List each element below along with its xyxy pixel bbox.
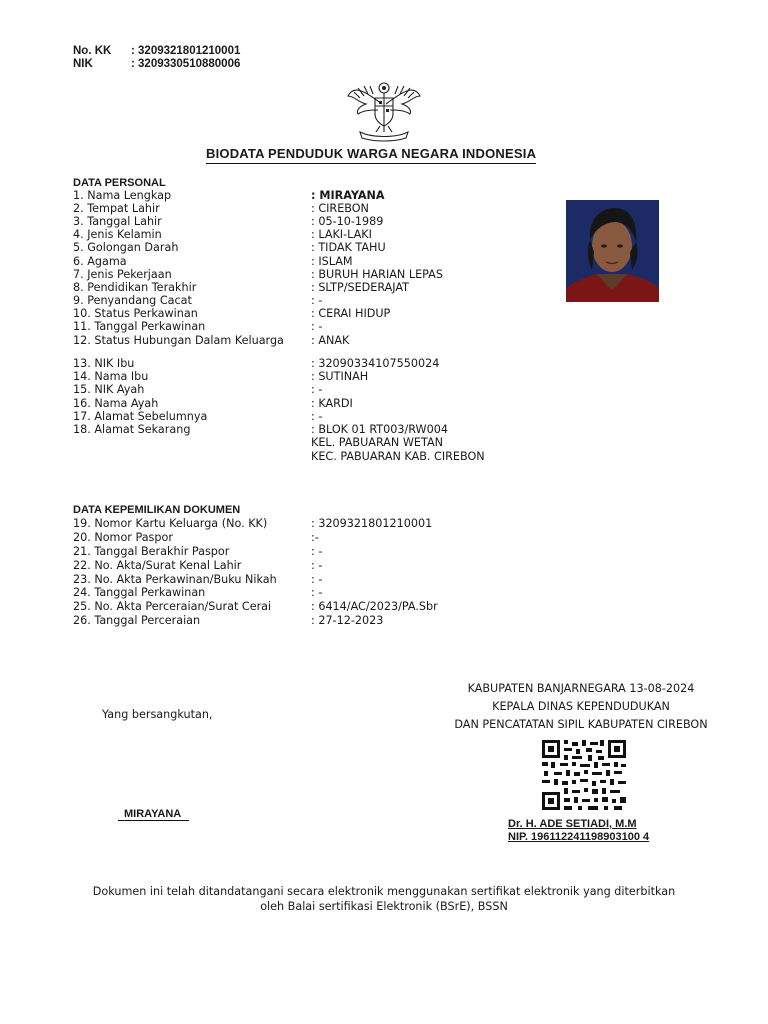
address-line-3: KEC. PABUARAN KAB. CIREBON xyxy=(311,450,485,463)
holder-name: MIRAYANA xyxy=(118,808,189,821)
field-value: : - xyxy=(311,383,323,396)
list-item xyxy=(73,268,443,281)
nik-value: : 3209330510880006 xyxy=(131,58,241,70)
field-value: : BLOK 01 RT003/RW004 xyxy=(311,423,448,436)
nik-number xyxy=(73,58,240,71)
field-label: 3. Tanggal Lahir xyxy=(73,215,162,228)
list-item xyxy=(73,383,322,396)
list-item xyxy=(73,517,432,530)
list-item xyxy=(73,410,322,423)
field-value: : 27-12-2023 xyxy=(311,614,384,627)
document-title: BIODATA PENDUDUK WARGA NEGARA INDONESIA xyxy=(206,146,536,164)
field-label: 19. Nomor Kartu Keluarga (No. KK) xyxy=(73,517,268,530)
address-line-2: KEL. PABUARAN WETAN xyxy=(311,436,443,449)
portrait-photo xyxy=(566,200,659,302)
list-item xyxy=(73,559,322,572)
list-item xyxy=(73,423,448,436)
footer-note xyxy=(60,884,708,914)
garuda-emblem-icon xyxy=(346,74,422,142)
official-nip: NIP. 196112241198903100 4 xyxy=(508,831,650,843)
list-item xyxy=(73,357,439,370)
field-value: : - xyxy=(311,410,323,423)
field-value: : 05-10-1989 xyxy=(311,215,384,228)
kk-label: No. KK xyxy=(73,45,112,57)
official-name: Dr. H. ADE SETIADI, M.M xyxy=(508,818,637,830)
list-item xyxy=(73,241,386,254)
personal-data-heading: DATA PERSONAL xyxy=(73,177,166,189)
field-label: 9. Penyandang Cacat xyxy=(73,294,192,307)
footer-line-2: oleh Balai sertifikasi Elektronik (BSrE), BSSN xyxy=(260,900,508,913)
field-value: : CIREBON xyxy=(311,202,369,215)
field-label: 20. Nomor Paspor xyxy=(73,531,173,544)
field-label: 22. No. Akta/Surat Kenal Lahir xyxy=(73,559,242,572)
list-item xyxy=(73,600,438,613)
portrait-icon xyxy=(566,200,659,302)
list-item xyxy=(73,202,369,215)
place-date: KABUPATEN BANJARNEGARA 13-08-2024 xyxy=(467,682,695,695)
field-label: 18. Alamat Sekarang xyxy=(73,423,191,436)
list-item xyxy=(73,397,353,410)
field-label: 11. Tanggal Perkawinan xyxy=(73,320,206,333)
field-label: 12. Status Hubungan Dalam Keluarga xyxy=(73,334,284,347)
list-item xyxy=(73,294,322,307)
field-value: : SUTINAH xyxy=(311,370,369,383)
field-label: 26. Tanggal Perceraian xyxy=(73,614,201,627)
list-item xyxy=(73,307,390,320)
field-value: :- xyxy=(311,531,319,544)
documents-heading: DATA KEPEMILIKAN DOKUMEN xyxy=(73,504,241,516)
field-value: : MIRAYANA xyxy=(311,189,385,202)
field-label: 1. Nama Lengkap xyxy=(73,189,172,202)
office-line-2: DAN PENCATATAN SIPIL KABUPATEN CIREBON xyxy=(454,718,708,731)
field-value: : BURUH HARIAN LEPAS xyxy=(311,268,443,281)
field-label: 24. Tanggal Perkawinan xyxy=(73,586,206,599)
office-line-1: KEPALA DINAS KEPENDUDUKAN xyxy=(492,700,670,713)
field-label: 23. No. Akta Perkawinan/Buku Nikah xyxy=(73,573,277,586)
field-value: : CERAI HIDUP xyxy=(311,307,391,320)
field-value: : - xyxy=(311,545,323,558)
list-item xyxy=(73,281,409,294)
field-value: : TIDAK TAHU xyxy=(311,241,386,254)
nik-label: NIK xyxy=(73,58,93,70)
list-item xyxy=(73,320,322,333)
list-item xyxy=(73,531,319,544)
field-value: : - xyxy=(311,320,323,333)
field-value: : 3209321801210001 xyxy=(311,517,433,530)
field-label: 5. Golongan Darah xyxy=(73,241,179,254)
list-item xyxy=(73,255,353,268)
list-item xyxy=(73,586,322,599)
field-label: 6. Agama xyxy=(73,255,127,268)
field-label: 2. Tempat Lahir xyxy=(73,202,160,215)
field-value: : 32090334107550024 xyxy=(311,357,440,370)
field-value: : 6414/AC/2023/PA.Sbr xyxy=(311,600,438,613)
list-item xyxy=(73,370,368,383)
field-value: : ANAK xyxy=(311,334,350,347)
address-line xyxy=(73,436,443,449)
list-item xyxy=(73,614,383,627)
list-item xyxy=(73,189,385,202)
field-label: 25. No. Akta Perceraian/Surat Cerai xyxy=(73,600,272,613)
field-label: 21. Tanggal Berakhir Paspor xyxy=(73,545,230,558)
list-item xyxy=(73,334,349,347)
field-label: 13. NIK Ibu xyxy=(73,357,135,370)
field-label: 10. Status Perkawinan xyxy=(73,307,198,320)
field-label: 15. NIK Ayah xyxy=(73,383,145,396)
field-label: 8. Pendidikan Terakhir xyxy=(73,281,197,294)
list-item xyxy=(73,573,322,586)
field-value: : ISLAM xyxy=(311,255,353,268)
list-item xyxy=(73,545,322,558)
qr-code-icon xyxy=(542,740,626,810)
field-label: 16. Nama Ayah xyxy=(73,397,159,410)
field-label: 14. Nama Ibu xyxy=(73,370,149,383)
field-label: 4. Jenis Kelamin xyxy=(73,228,162,241)
kk-value: : 3209321801210001 xyxy=(131,45,241,57)
field-value: : - xyxy=(311,559,323,572)
holder-label: Yang bersangkutan, xyxy=(102,708,213,721)
field-value: : KARDI xyxy=(311,397,353,410)
field-label: 7. Jenis Pekerjaan xyxy=(73,268,172,281)
kk-number xyxy=(73,45,240,58)
field-value: : - xyxy=(311,294,323,307)
field-label: 17. Alamat Sebelumnya xyxy=(73,410,208,423)
footer-line-1: Dokumen ini telah ditandatangani secara elektronik menggunakan sertifikat elektronik yang diterbitkan xyxy=(92,885,676,898)
address-line xyxy=(73,450,485,463)
list-item xyxy=(73,228,372,241)
field-value: : LAKI-LAKI xyxy=(311,228,372,241)
field-value: : - xyxy=(311,586,323,599)
list-item xyxy=(73,215,383,228)
field-value: : - xyxy=(311,573,323,586)
field-value: : SLTP/SEDERAJAT xyxy=(311,281,410,294)
